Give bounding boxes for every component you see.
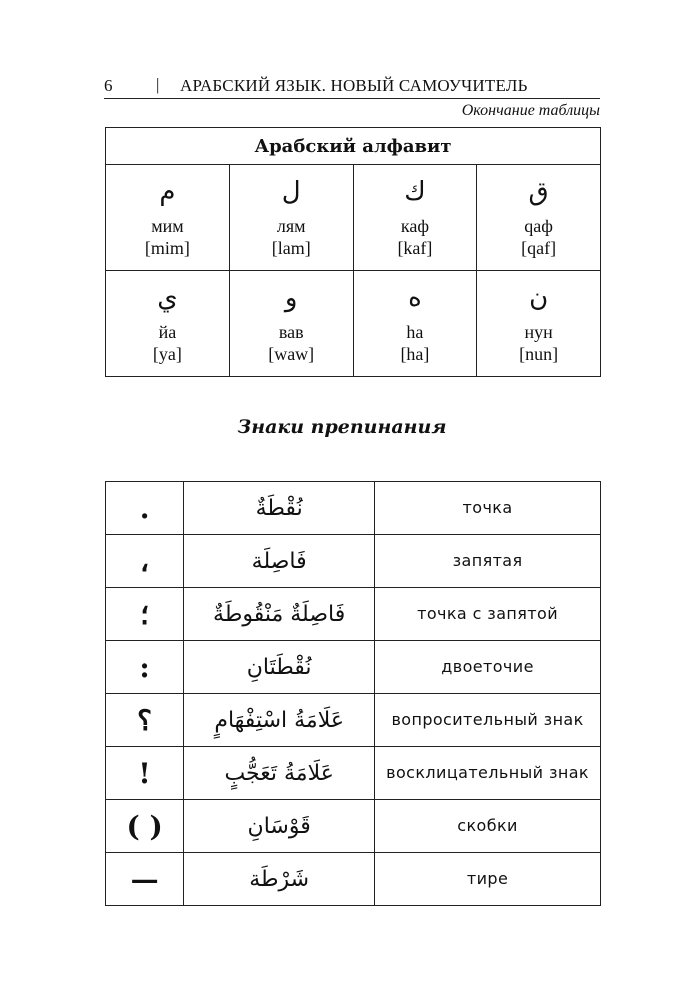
page-number: 6 <box>104 76 113 95</box>
header-separator: | <box>156 75 160 94</box>
letter-cell <box>106 271 230 377</box>
letter-glyph: ه <box>408 283 422 313</box>
arabic-term: نُقْطَتَانِ <box>184 641 375 694</box>
letter-transliteration: [nun] <box>519 344 559 364</box>
running-head <box>104 76 600 99</box>
russian-term: тире <box>375 853 601 906</box>
letter-cell <box>477 271 601 377</box>
letter-name: мим <box>151 216 184 236</box>
russian-term: точка <box>375 482 601 535</box>
letter-glyph: ن <box>529 283 549 313</box>
punctuation-symbol: ، <box>106 535 184 588</box>
letter-name: йа <box>158 322 177 342</box>
russian-term: вопросительный знак <box>375 694 601 747</box>
letter-cell <box>229 271 353 377</box>
table-continuation-note: Окончание таблицы <box>461 102 600 119</box>
letter-glyph: م <box>159 177 176 207</box>
letter-glyph: ك <box>404 177 426 207</box>
arabic-term: عَلَامَةُ اسْتِفْهَامٍ <box>184 694 375 747</box>
russian-term: скобки <box>375 800 601 853</box>
letter-cell <box>353 271 477 377</box>
letter-transliteration: [mim] <box>144 238 190 258</box>
table-row <box>106 535 601 588</box>
letter-transliteration: [kaf] <box>397 238 433 258</box>
table-row <box>106 800 601 853</box>
punctuation-symbol: — <box>106 853 184 906</box>
arabic-term: نُقْطَةٌ <box>184 482 375 535</box>
letter-glyph: ل <box>281 177 301 207</box>
letter-transliteration: [waw] <box>268 344 315 364</box>
punctuation-symbol: ؟ <box>106 694 184 747</box>
letter-cell <box>229 165 353 271</box>
letter-cell <box>106 165 230 271</box>
alphabet-title: Арабский алфавит <box>106 128 601 165</box>
letter-name: вав <box>278 322 304 342</box>
letter-glyph: ق <box>528 177 549 207</box>
letter-cell <box>353 165 477 271</box>
table-row <box>106 641 601 694</box>
letter-glyph: و <box>284 283 298 313</box>
table-row <box>106 853 601 906</box>
arabic-term: شَرْطَة <box>184 853 375 906</box>
arabic-term: فَاصِلَةٌ مَنْقُوطَةٌ <box>184 588 375 641</box>
alphabet-row <box>106 271 601 377</box>
book-title: АРАБСКИЙ ЯЗЫК. НОВЫЙ САМОУЧИТЕЛЬ <box>180 76 528 95</box>
letter-cell <box>477 165 601 271</box>
alphabet-table <box>105 127 601 377</box>
letter-transliteration: [ha] <box>400 344 430 364</box>
punctuation-symbol: ؛ <box>106 588 184 641</box>
table-row <box>106 482 601 535</box>
letter-transliteration: [ya] <box>152 344 182 364</box>
alphabet-row <box>106 165 601 271</box>
punctuation-symbol: ! <box>106 747 184 800</box>
punctuation-symbol: . <box>106 482 184 535</box>
alphabet-title-row <box>106 128 601 165</box>
punctuation-symbol: ( ) <box>106 800 184 853</box>
table-row <box>106 588 601 641</box>
russian-term: восклицательный знак <box>375 747 601 800</box>
letter-name: qaф <box>524 216 553 236</box>
table-row <box>106 747 601 800</box>
letter-name: каф <box>400 216 429 236</box>
arabic-term: عَلَامَةُ تَعَجُّبٍ <box>184 747 375 800</box>
letter-name: нун <box>524 322 553 342</box>
arabic-term: قَوْسَانِ <box>184 800 375 853</box>
russian-term: точка с запятой <box>375 588 601 641</box>
section-heading: Знаки препинания <box>237 416 447 438</box>
punctuation-symbol: : <box>106 641 184 694</box>
arabic-term: فَاصِلَة <box>184 535 375 588</box>
letter-name: ha <box>406 322 424 342</box>
letter-glyph: ي <box>157 283 178 313</box>
letter-name: лям <box>276 216 306 236</box>
russian-term: двоеточие <box>375 641 601 694</box>
table-row <box>106 694 601 747</box>
letter-transliteration: [lam] <box>271 238 311 258</box>
russian-term: запятая <box>375 535 601 588</box>
letter-transliteration: [qaf] <box>521 238 557 258</box>
punctuation-table <box>105 481 601 906</box>
